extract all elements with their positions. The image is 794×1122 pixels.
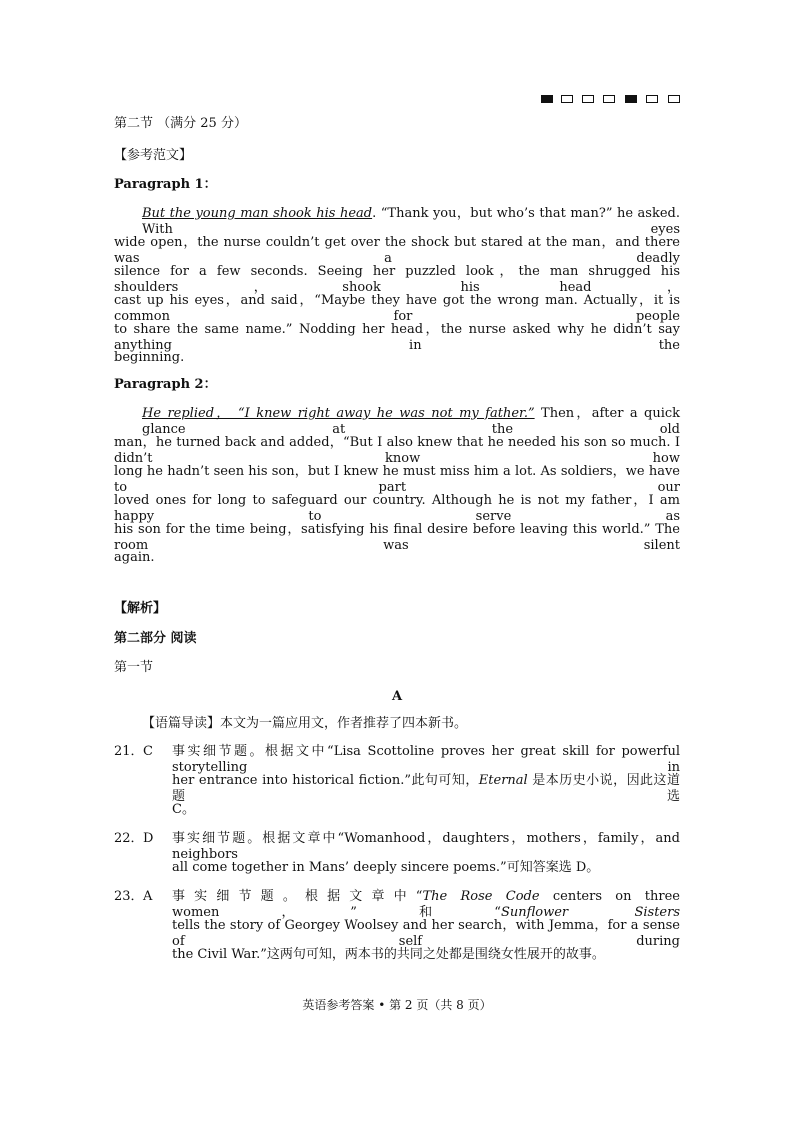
p2-lead: He replied， “I knew right away he was not my father.” [142, 406, 535, 421]
p1-line-1 [142, 206, 680, 238]
p1-line-2: wide open，the nurse couldn’t get over the shock but stared at the man，and there was a deadly [114, 235, 680, 266]
passage-letter: A [391, 689, 403, 704]
empty-square-mark [646, 95, 658, 103]
section-title: 第二节 （满分 25 分） [114, 116, 247, 131]
q23-book-title-1: The Rose Code [422, 889, 540, 904]
p2-line-4: loved ones for long to safeguard our country. Although he is not my father，I am happy to serve as [114, 493, 680, 524]
p2-line-3: long he hadn’t seen his son，but I knew he must miss him a lot. As soldiers，we have to part our [114, 464, 680, 495]
empty-square-mark [582, 95, 594, 103]
question-23-number: 23． [114, 889, 144, 904]
empty-square-mark [668, 95, 680, 103]
p1-lead: But the young man shook his head [142, 206, 373, 221]
passage-guide: 【语篇导读】本文为一篇应用文，作者推荐了四本新书。 [142, 716, 468, 731]
question-21-line-2 [172, 773, 680, 805]
p2-line-5: his son for the time being，satisfying his final desire before leaving this world.” The room was silent [114, 522, 680, 553]
q21-book-title: Eternal [478, 773, 528, 788]
page-footer: 英语参考答案 • 第 2 页（共 8 页） [302, 998, 492, 1012]
filled-square-mark [541, 95, 553, 103]
p1-line-4: cast up his eyes，and said，“Maybe they have got the wrong man. Actually，it is common for people [114, 293, 680, 324]
question-22-line-1: 事实细节题。根据文章中“Womanhood，daughters，mothers，family，and neighbors [172, 831, 680, 862]
q21-text-a: her entrance into historical fiction.”此句可知， [172, 773, 479, 788]
question-22-line-2: all come together in Mans’ deeply sincere poems.”可知答案选 D。 [172, 860, 600, 875]
paragraph-2-heading: Paragraph 2： [114, 377, 217, 392]
p2-line-2: man，he turned back and added，“But I also knew that he needed his son so much. I didn’t know how [114, 435, 680, 466]
empty-square-mark [561, 95, 573, 103]
question-21-answer: C [143, 744, 153, 759]
question-21-line-1: 事实细节题。根据文中“Lisa Scottoline proves her great skill for powerful storytelling in [172, 744, 680, 775]
p1-line-3: silence for a few seconds. Seeing her puzzled look，the man shrugged his shoulders，shook his head， [114, 264, 680, 295]
question-23-line-1 [172, 889, 680, 921]
p2-line-1-text: Then，after a quick glance at the old [142, 406, 681, 437]
q23-text-c: centers on three women，”和“ [172, 889, 680, 920]
p1-line-5: to share the same name.” Nodding her head，the nurse asked why he didn’t say anything in the [114, 322, 680, 353]
q23-book-title-2: Sunflower Sisters [500, 905, 681, 920]
question-23-answer: A [143, 889, 153, 904]
q21-text-c: 是本历史小说，因此这道题选 [172, 773, 680, 804]
q23-text-a: 事实细节题。根据文章中“ [172, 889, 423, 904]
p1-line-6: beginning. [114, 350, 185, 365]
question-21-line-3: C。 [172, 802, 195, 817]
question-21-number: 21． [114, 744, 144, 759]
filled-square-mark [625, 95, 637, 103]
empty-square-mark [603, 95, 615, 103]
question-23-line-2: tells the story of Georgey Woolsey and her search，with Jemma，for a sense of self during [172, 918, 680, 949]
p2-line-1 [142, 406, 680, 438]
p1-line-1-text: . “Thank you，but who’s that man?” he asked. With eyes [142, 206, 680, 237]
part-heading: 第二部分 阅读 [114, 631, 197, 646]
question-22-number: 22． [114, 831, 144, 846]
paragraph-1-heading: Paragraph 1： [114, 177, 217, 192]
sub-heading: 第一节 [114, 660, 154, 675]
reference-heading: 【参考范文】 [114, 148, 193, 163]
p2-line-6: again. [114, 550, 155, 565]
question-23-line-3: the Civil War.”这两句可知，两本书的共同之处都是围绕女性展开的故事。 [172, 947, 605, 962]
question-22-answer: D [143, 831, 154, 846]
analysis-heading: 【解析】 [114, 601, 167, 616]
